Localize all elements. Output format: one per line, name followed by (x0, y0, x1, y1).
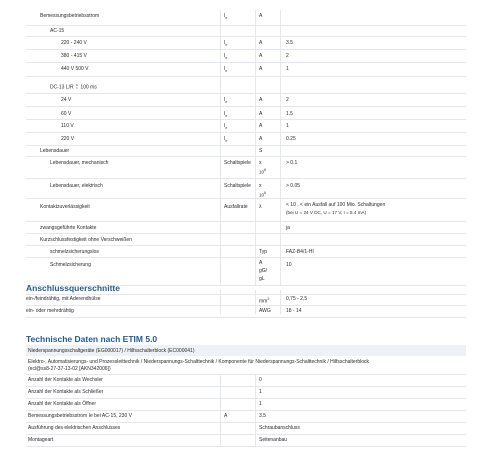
etim-row-value: Schraubanschluss (259, 425, 300, 431)
etim-row-label: Anzahl der Kontakte als Schließer (28, 389, 104, 395)
row-divider (26, 132, 466, 133)
fuseless-symbol: Typ (259, 249, 268, 255)
row-divider (26, 221, 466, 222)
ac-row-label: 220 - 240 V (61, 40, 87, 46)
dc-row-symbol: $I_e$ (224, 97, 228, 104)
mech-life-value: > 0.1 (286, 160, 298, 166)
forced-contacts-label: zwangsgeführte Kontakte (40, 225, 97, 231)
rated-current-symbol: $I_e$ (224, 13, 228, 20)
section-title-etim: Technische Daten nach ETIM 5.0 (26, 334, 158, 344)
connection-row-label: ein- oder mehrdrähtig (26, 308, 74, 314)
dc-row-symbol: $I_e$ (224, 111, 228, 118)
elec-life-label: Lebensdauer, elektrisch (50, 183, 103, 189)
connection-row-unit (259, 296, 269, 305)
connection-row-value: 0,75 - 2,5 (286, 296, 308, 302)
row-divider (26, 36, 466, 37)
dc-row-unit: A (259, 111, 263, 117)
dc-row-value: 1.5 (286, 111, 293, 117)
mech-life-exp: $10^6$ (259, 168, 266, 175)
dc13-text: DC-13 L/R (50, 84, 74, 91)
ac-row-unit: A (259, 40, 263, 46)
row-divider (26, 422, 466, 423)
dc13-label (50, 84, 97, 90)
fuse-value: 10 (286, 262, 292, 268)
dc-row-unit: A (259, 97, 263, 103)
fuse-unit-gl: gL (259, 276, 265, 282)
elec-life-value: > 0.05 (286, 183, 301, 189)
fuseless-value: FAZ-B4/1-HI (286, 249, 314, 255)
elec-life-exp-value: 6 (264, 191, 266, 195)
eclass-class-line1: Elektro-, Automatisierungs- und Prozessleittechnik / Niederspannungs-Schalttechnik / Komponente für Niederspannungs-Schalttechnik / Hilfsschalterblock (28, 359, 370, 365)
dc-row-value: 1 (286, 123, 289, 129)
row-divider (26, 93, 466, 94)
row-divider (26, 398, 466, 399)
ac-row-symbol: $I_e$ (224, 53, 228, 60)
etim-row-value: 3.5 (259, 413, 266, 419)
reliability-symbol: Ausfallrate (224, 204, 248, 210)
mech-life-symbol: Schaltspiele (224, 160, 251, 166)
ac-row-value: 1 (286, 66, 289, 72)
ac-row-unit: A (259, 66, 263, 72)
rated-current-unit: A (259, 13, 263, 19)
row-divider (26, 374, 466, 375)
dc-row-label: 220 V (61, 136, 75, 142)
row-divider (26, 245, 466, 246)
dc-row-unit: A (259, 136, 263, 142)
mech-life-exp-value: 6 (264, 168, 266, 172)
ac15-label: AC-15 (50, 28, 65, 34)
lifespan-label: Lebensdauer (40, 148, 70, 154)
etim-row-label: Ausführung des elektrischen Anschlusses (28, 425, 121, 431)
etim-row-value: Seitenanbau (259, 437, 288, 443)
section-title-connection: Anschlussquerschnitte (26, 283, 120, 293)
mech-life-label: Lebensdauer, mechanisch (50, 160, 109, 166)
ac-row-label: 380 - 415 V (61, 53, 87, 59)
ac-row-value: 2 (286, 53, 289, 59)
elec-life-unit: x (259, 183, 262, 189)
dc-row-label: 24 V (61, 97, 72, 103)
etim-row-label: Montageart (28, 437, 54, 443)
dc-row-label: 110 V (61, 123, 74, 129)
fuse-label: Schmelzsicherung (50, 262, 91, 268)
etim-row-label: Bemessungsbetriebsstrom Ie bei AC-15, 230 V (28, 413, 132, 419)
ac-row-symbol: $I_e$ (224, 66, 228, 73)
eclass-class-line2: (ecl@ss8-27-37-13-02 [AKN342006]) (28, 366, 111, 372)
row-divider (26, 178, 466, 179)
connection-unit-sup: 2 (267, 297, 270, 301)
ac-row-label: 440 V 500 V (61, 66, 89, 72)
dc-row-value: 0.25 (286, 136, 296, 142)
row-divider (26, 446, 466, 447)
row-divider (26, 119, 466, 120)
elec-life-symbol: Schaltspiele (224, 183, 251, 189)
etim-row-value: 0 (259, 377, 262, 383)
fuse-unit-a: A (259, 260, 263, 266)
reliability-line2: (bei U = 24 V DC, U = 17 V, I = 5.4 mA) (286, 210, 367, 215)
row-divider (26, 49, 466, 50)
etim-row-label: Anzahl der Kontakte als Öffner (28, 401, 97, 407)
dc-row-label: 60 V (61, 111, 72, 117)
connection-row-label: ein-/feindrähtig, mit Aderendhülse (26, 296, 101, 302)
row-divider (26, 294, 466, 295)
fuse-unit-gg: gG/ (259, 268, 268, 274)
etim-row-label: Anzahl der Kontakte als Wechsler (28, 377, 103, 383)
row-divider (26, 410, 466, 411)
short-circuit-label: Kurzschlussfestigkeit ohne Verschweißen (40, 237, 132, 243)
lifespan-unit: S (259, 148, 263, 154)
row-divider (26, 257, 466, 258)
row-divider (26, 434, 466, 435)
row-divider (26, 198, 466, 199)
fuseless-label: schmelzsicherungslos (50, 249, 99, 255)
etim-row-value: 1 (259, 401, 262, 407)
connection-unit-text: mm (259, 298, 268, 305)
row-divider (26, 62, 466, 63)
row-divider (26, 106, 466, 107)
row-divider (26, 145, 466, 146)
row-divider (26, 386, 466, 387)
etim-class: Niederspannungsschaltgeräte (EG000017) / Hilfsschalterblock (EC000041) (28, 348, 195, 354)
row-divider (26, 305, 466, 306)
connection-row-unit: AWG (259, 308, 271, 314)
dc-row-symbol: $I_e$ (224, 136, 228, 143)
dc-row-symbol: $I_e$ (224, 123, 228, 130)
row-divider (26, 25, 466, 26)
dc13-suffix: 100 ms (80, 84, 97, 91)
reliability-label: Kontaktzuverlässigkeit (40, 204, 90, 210)
reliability-line1: < 10 , < ein Ausfall auf 100 Mio. Schaltungen (286, 202, 386, 208)
elec-life-exp: $10^6$ (259, 191, 266, 198)
rated-current-label: Bemessungsbetriebsstrom (40, 13, 100, 19)
row-divider (26, 233, 466, 234)
reliability-unit: λ (259, 204, 262, 210)
ac-row-unit: A (259, 53, 263, 59)
dc-row-value: 2 (286, 97, 289, 103)
dc-row-unit: A (259, 123, 263, 129)
row-divider (26, 317, 466, 318)
row-divider (26, 156, 466, 157)
etim-row-value: 1 (259, 389, 262, 395)
etim-row-unit: A (224, 413, 228, 419)
ac-row-symbol: $I_e$ (224, 40, 228, 47)
ratio-symbol: ≤ ≈ (76, 83, 78, 90)
row-divider (26, 76, 466, 77)
connection-row-value: 18 - 14 (286, 308, 302, 314)
mech-life-unit: x (259, 160, 262, 166)
forced-contacts-value: ja (286, 225, 290, 231)
ac-row-value: 3.5 (286, 40, 293, 46)
